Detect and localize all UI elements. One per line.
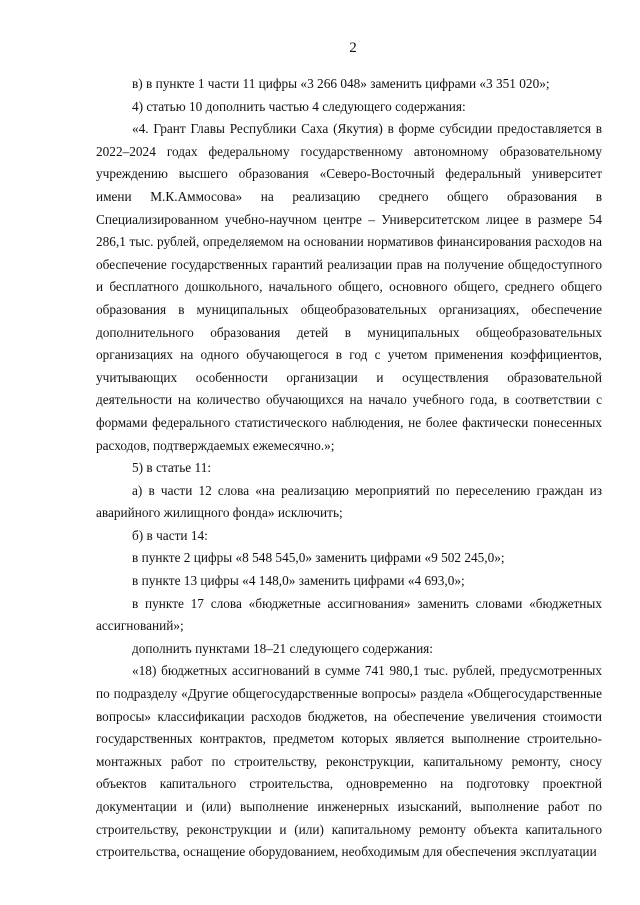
paragraph-2: 4) статью 10 дополнить частью 4 следующего содержания: xyxy=(132,98,466,114)
paragraph-8: в пункте 13 цифры «4 148,0» заменить цифрами «4 693,0»; xyxy=(132,573,465,589)
page-number: 2 xyxy=(349,40,357,56)
paragraph-9: в пункте 17 слова «бюджетные ассигнования» заменить словами «бюджетных ассигнований»; xyxy=(96,595,602,634)
paragraph-6: б) в части 14: xyxy=(132,527,208,543)
paragraph-7: в пункте 2 цифры «8 548 545,0» заменить цифрами «9 502 245,0»; xyxy=(132,550,505,566)
paragraph-5: а) в части 12 слова «на реализацию мероприятий по переселению граждан из аварийного жилищного фонда» исключить; xyxy=(96,482,602,521)
paragraph-10: дополнить пунктами 18–21 следующего содержания: xyxy=(132,640,433,656)
paragraph-3: «4. Грант Главы Республики Саха (Якутия) в форме субсидии предоставляется в 2022–2024 годах федеральному государственному автономному образовательному учреждению высшего образования «Северо-Восточный федеральный университет имени М.К.Аммосова» на реализацию среднего общего образования в Специализированном учебно-научном центре – Университетском лицее в размере 54 286,1 тыс. рублей, определяемом на основании нормативов финансирования расходов на обеспечение государственных гарантий реализации прав на получение общедоступного и бесплатного дошкольного, начального общего, основного общего, среднего общего образования в муниципальных общеобразовательных организациях, обеспечение дополнительного образования детей в муниципальных общеобразовательных организациях на одного обучающегося в год с учетом применения коэффициентов, учитывающих особенности организации и осуществления образовательной деятельности на количество обучающихся на начало учебного года, в соответствии с формами федерального статистического наблюдения, не более фактически понесенных расходов, подтверждаемых ежемесячно.»; xyxy=(96,121,602,453)
paragraph-4: 5) в статье 11: xyxy=(132,460,212,476)
paragraph-11: «18) бюджетных ассигнований в сумме 741 980,1 тыс. рублей, предусмотренных по подразделу «Другие общегосударственные вопросы» раздела «Общегосударственные вопросы» классификации расходов бюджетов, на обеспечение увеличения стоимости государственных контрактов, предметом которых является выполнение строительно-монтажных работ по строительству, реконструкции, капитальному ремонту, сносу объектов капитального строительства, одновременно на подготовку проектной документации и (или) выполнение инженерных изысканий, выполнение работ по строительству, реконструкции и (или) капитальному ремонту объекта капитального строительства, оснащение оборудованием, необходимым для обеспечения эксплуатации xyxy=(96,663,602,860)
paragraph-1: в) в пункте 1 части 11 цифры «3 266 048» заменить цифрами «3 351 020»; xyxy=(132,76,550,91)
